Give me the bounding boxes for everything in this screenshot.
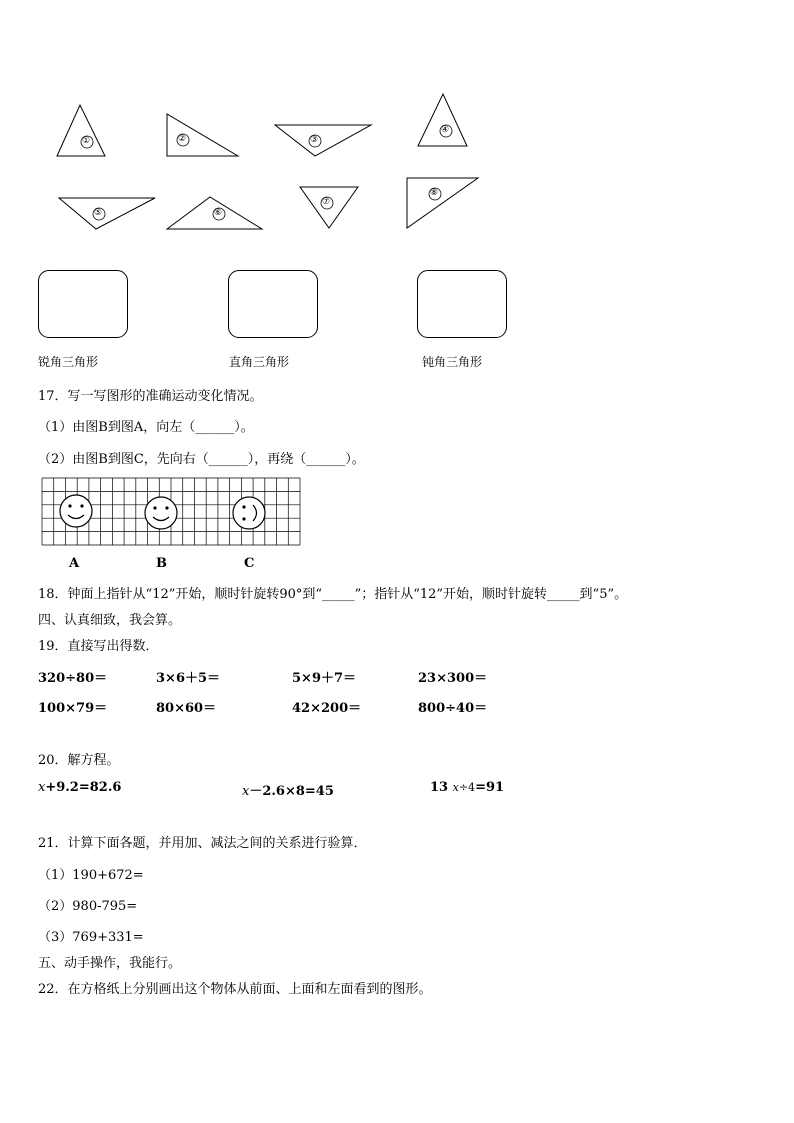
q20-eq2 [242, 780, 334, 799]
triangle-label-7: ⑦ [322, 197, 331, 207]
triangle-label-8: ⑧ [430, 188, 439, 198]
q19-r2-c1: 100×79＝ [38, 701, 108, 716]
obtuse-label: 钝角三角形 [422, 355, 483, 369]
right-answer-box[interactable] [228, 270, 318, 338]
triangle-label-2: ② [178, 134, 187, 144]
acute-answer-box[interactable] [38, 270, 128, 338]
q19-r2-c2: 80×60＝ [156, 701, 217, 716]
q20-eq3-var: x [452, 781, 459, 794]
triangle-label-3: ③ [310, 135, 319, 145]
q17-line1: （1）由图B到图A，向左（______）。 [38, 420, 254, 435]
q19-r1-c3: 5×9＋7＝ [292, 671, 357, 686]
q19-r2-c4: 800÷40＝ [418, 701, 488, 716]
triangle-1 [57, 105, 105, 156]
obtuse-answer-box[interactable] [417, 270, 507, 338]
triangle-label-6: ⑥ [214, 208, 223, 218]
q20-eq3-rest: =91 [475, 780, 505, 795]
q20-eq1-rest: +9.2=82.6 [45, 780, 122, 795]
q19-r2-c3: 42×200＝ [292, 701, 362, 716]
q20-eq1-var: x [38, 780, 46, 795]
grid-label-c: C [244, 556, 255, 571]
q21-item-2: （2）980-795= [38, 899, 138, 914]
triangle-4 [418, 94, 467, 146]
triangle-3 [275, 125, 371, 156]
q18-text: 18．钟面上指针从“12”开始，顺时针旋转90°到“_____”；指针从“12”开始，顺时针旋转_____到“5”。 [38, 587, 628, 602]
grid-label-a: A [69, 556, 80, 571]
triangle-7 [300, 187, 358, 228]
smiley-face-b [145, 497, 177, 529]
q20-eq2-rest: －2.6×8=45 [249, 784, 334, 799]
q19-r1-c1: 320÷80＝ [38, 671, 108, 686]
triangle-5 [59, 198, 155, 229]
right-label: 直角三角形 [229, 355, 290, 369]
triangle-label-4: ④ [441, 125, 450, 135]
q17-line2: （2）由图B到图C，先向右（______），再绕（______）。 [38, 452, 365, 467]
q17-title: 17．写一写图形的准确运动变化情况。 [38, 389, 263, 404]
q21-item-1: （1）190+672= [38, 868, 144, 883]
section-5-heading: 五、动手操作，我能行。 [38, 956, 182, 971]
q20-eq2-var: x [242, 784, 250, 799]
q19-r1-c4: 23×300＝ [418, 671, 488, 686]
smiley-face-a [60, 495, 92, 527]
q20-eq3-op: ÷4 [458, 781, 476, 794]
q19-r1-c2: 3×6＋5＝ [156, 671, 221, 686]
q20-title: 20．解方程。 [38, 753, 120, 768]
triangles-figure [0, 0, 794, 240]
smiley-face-c-rotated [233, 497, 265, 529]
q20-eq3-prefix: 13 [430, 780, 449, 795]
section-4-heading: 四、认真细致，我会算。 [38, 613, 182, 628]
q22-text: 22．在方格纸上分别画出这个物体从前面、上面和左面看到的图形。 [38, 982, 432, 997]
triangle-label-1: ① [82, 136, 91, 146]
grid-figure [40, 476, 310, 552]
q20-eq3 [430, 780, 504, 795]
triangle-8 [407, 178, 478, 228]
acute-label: 锐角三角形 [38, 355, 99, 369]
triangle-label-5: ⑤ [94, 208, 103, 218]
q21-title: 21．计算下面各题，并用加、减法之间的关系进行验算． [38, 836, 367, 851]
grid-label-b: B [156, 556, 167, 571]
q20-eq1 [38, 780, 121, 795]
q19-title: 19．直接写出得数． [38, 639, 159, 654]
q21-item-3: （3）769+331= [38, 930, 144, 945]
